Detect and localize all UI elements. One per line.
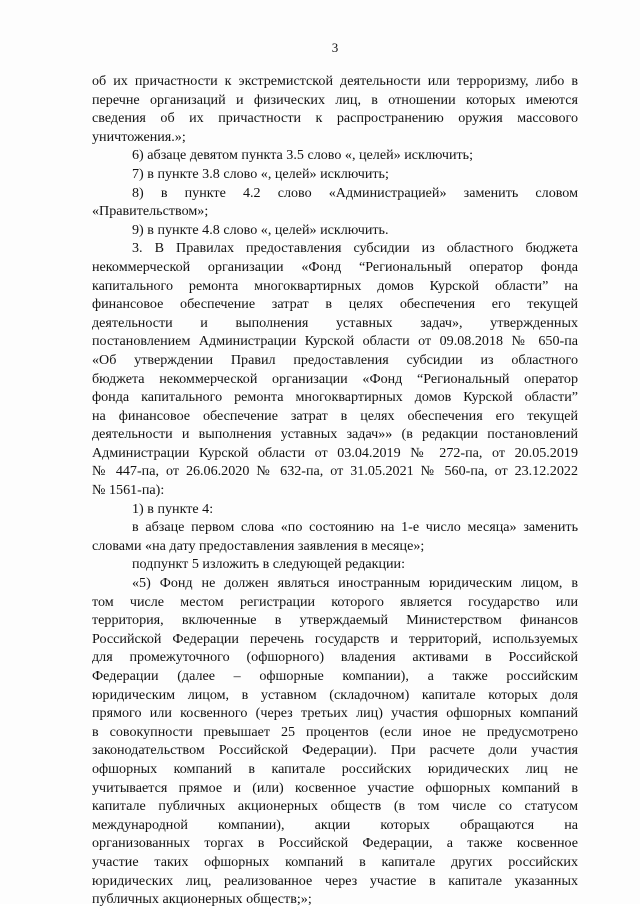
text-line: для промежуточного (офшорного) владения активами в Российской: [92, 649, 578, 666]
text-line: фонда капитального ремонта многоквартирных домов Курской области”: [92, 389, 578, 406]
text-line: публичных акционерных обществ;»;: [92, 891, 312, 908]
text-line: № 447-па, от 26.06.2020 № 632-па, от 31.05.2021 № 560-па, от 23.12.2022: [92, 463, 578, 480]
text-line: 7) в пункте 3.8 слово «, целей» исключить;: [132, 165, 389, 182]
text-line: перечне организаций и физических лиц, в отношении которых имеются: [92, 91, 578, 108]
text-line: № 1561-па):: [92, 482, 165, 499]
text-line: 8) в пункте 4.2 слово «Администрацией» заменить словом: [132, 184, 578, 201]
text-line: некоммерческой организации «Фонд “Региональный оператор фонда: [92, 258, 578, 275]
text-line: подпункт 5 изложить в следующей редакции:: [132, 556, 406, 573]
text-line: том числе местом регистрации которого является государство или: [92, 593, 578, 610]
text-line: «Правительством»;: [92, 203, 209, 220]
text-line: юридическим лицом, в уставном (складочном) капитале которых доля: [92, 686, 578, 703]
text-line: бюджета некоммерческой организации «Фонд “Региональный оператор: [92, 370, 578, 387]
text-line: участие таких офшорных компаний в капитале других российских: [92, 853, 578, 870]
text-line: «5) Фонд не должен являться иностранным юридическим лицом, в: [132, 575, 578, 592]
text-line: капитале публичных акционерных обществ (в том числе со статусом: [92, 798, 578, 815]
text-line: офшорных компаний в капитале российских юридических лиц не: [92, 760, 578, 777]
text-line: территория, включенные в утверждаемый Министерством финансов: [92, 612, 578, 629]
text-line: деятельности и выполнения уставных задач»» (в редакции постановлений: [92, 426, 578, 443]
text-line: Администрации Курской области от 03.04.2019 № 272-па, от 20.05.2019: [92, 444, 578, 461]
text-line: законодательством Российской Федерации). При расчете доли участия: [92, 742, 578, 759]
text-line: 3. В Правилах предоставления субсидии из областного бюджета: [132, 240, 578, 257]
text-line: уничтожения.»;: [92, 128, 186, 145]
text-line: 1) в пункте 4:: [132, 500, 214, 517]
text-line: на финансовое обеспечение затрат в целях обеспечения его текущей: [92, 407, 578, 424]
text-line: «Об утверждении Правил предоставления субсидии из областного: [92, 351, 578, 368]
text-line: прямого или косвенного (через третьих лиц) участия офшорных компаний: [92, 705, 578, 722]
text-line: в совокупности превышает 25 процентов (если иное не предусмотрено: [92, 723, 578, 740]
text-line: организованных торгах в Российской Федерации, а также косвенное: [92, 835, 578, 852]
text-line: словами «на дату предоставления заявления в месяце»;: [92, 537, 425, 554]
text-line: постановлением Администрации Курской области от 09.08.2018 № 650-па: [92, 333, 578, 350]
text-line: об их причастности к экстремистской деятельности или терроризму, либо в: [92, 73, 578, 89]
text-line: капитального ремонта многоквартирных домов Курской области” на: [92, 277, 578, 294]
text-line: Российской Федерации перечень государств и территорий, используемых: [92, 630, 578, 647]
text-line: 6) абзаце девятом пункта 3.5 слово «, целей» исключить;: [132, 147, 474, 164]
document-body: [92, 72, 578, 909]
text-line: международной компании), акции которых обращаются на: [92, 816, 578, 833]
text-line: деятельности и выполнения уставных задач», утвержденных: [92, 314, 578, 331]
text-line: сведения об их причастности к распространению оружия массового: [92, 110, 578, 127]
text-line: 9) в пункте 4.8 слово «, целей» исключить.: [132, 221, 389, 238]
text-line: Федерации (далее – офшорные компании), а также российским: [92, 668, 578, 684]
text-line: учитывается прямое и (или) косвенное участие офшорных компаний в: [92, 779, 578, 796]
text-line: в абзаце первом слова «по состоянию на 1-е число месяца» заменить: [132, 519, 578, 536]
text-line: финансовое обеспечение затрат в целях обеспечения его текущей: [92, 296, 578, 313]
page-number: 3: [331, 40, 339, 55]
text-line: юридических лиц, реализованное через участие в капитале указанных: [92, 872, 578, 889]
